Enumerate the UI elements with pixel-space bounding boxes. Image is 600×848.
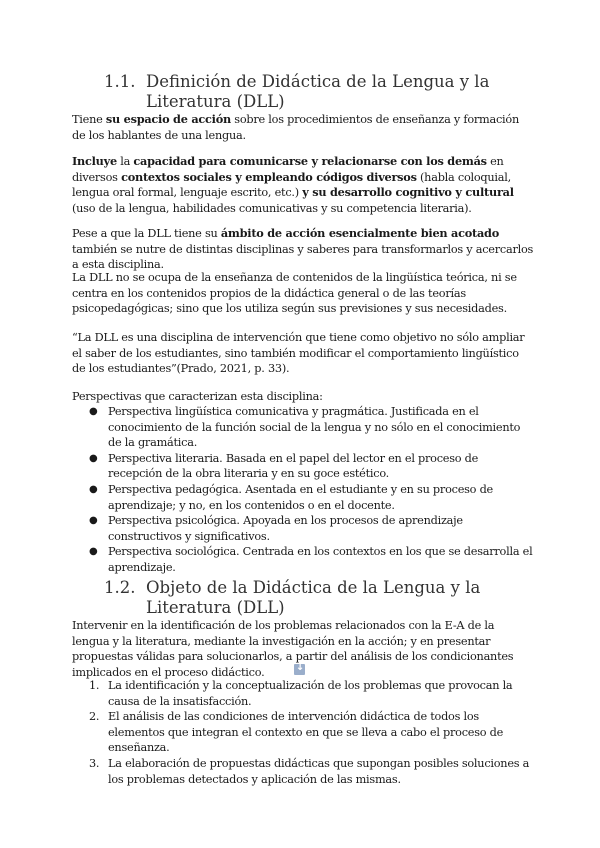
list-item <box>72 451 534 482</box>
list-item-text: Perspectiva pedagógica. Asentada en el estudiante y en su proceso de aprendizaje; y no, en los contenidos o en el docente. <box>108 482 493 512</box>
perspectives-intro: Perspectivas que caracterizan esta disciplina: <box>72 390 323 403</box>
list-item <box>72 482 534 513</box>
bold-text: capacidad para comunicarse y relacionarse con los demás <box>133 154 487 168</box>
list-item-text: La elaboración de propuestas didácticas que supongan posibles soluciones a los problemas detectados y aplicación de las mismas. <box>108 756 530 786</box>
list-item-text: La identificación y la conceptualización de los problemas que provocan la causa de la insatisfacción. <box>108 679 513 708</box>
bold-text: y su desarrollo cognitivo y cultural <box>302 185 514 200</box>
list-item <box>72 756 534 787</box>
text-run: Pese a que la DLL tiene su <box>72 227 221 240</box>
bold-text: su espacio de acción <box>105 112 231 126</box>
paragraph-incluye <box>72 154 534 216</box>
paragraph-ambito-accion <box>72 226 534 273</box>
paragraph-intervenir: Intervenir en la identificación de los problemas relacionados con la E-A de la lengua y la literatura, mediante la investigación en la acción; y en presentar propuestas válidas para solucionarlos, a partir del análisis de los condicionantes implicados en el proceso didáctico. <box>72 619 514 679</box>
perspectives-list <box>72 404 534 576</box>
list-number: 2. <box>89 710 100 724</box>
objectives-list <box>72 678 534 787</box>
section-heading-2 <box>104 578 544 618</box>
section-number: 1.2. <box>104 578 136 597</box>
list-item-text: Perspectiva sociológica. Centrada en los contextos en los que se desarrolla el aprendizaje. <box>108 545 533 574</box>
list-item <box>72 404 534 451</box>
bullet-icon: ● <box>89 546 98 558</box>
text-run: (uso de la lengua, habilidades comunicativas y su competencia literaria). <box>72 201 472 215</box>
text-run: la <box>116 155 134 168</box>
list-item-text: Perspectiva psicológica. Apoyada en los procesos de aprendizaje constructivos y significativos. <box>108 514 463 543</box>
text-run: en diversos <box>72 155 504 184</box>
list-item <box>72 709 534 756</box>
list-number: 1. <box>89 679 100 692</box>
section-number: 1.1. <box>104 72 136 91</box>
text-run: sobre los procedimientos de enseñanza y formación de los hablantes de una lengua. <box>72 113 519 142</box>
list-item <box>72 678 534 709</box>
bold-text: ámbito de acción esencialmente bien acotado <box>220 226 499 240</box>
section-title: Objeto de la Didáctica de la Lengua y la Literatura (DLL) <box>146 578 481 617</box>
bold-text: Incluye <box>72 154 117 168</box>
list-item-text: Perspectiva lingüística comunicativa y pragmática. Justificada en el conocimiento de la función social de la lengua y no sólo en el conocimiento de la gramática. <box>108 405 521 450</box>
list-item-text: El análisis de las condiciones de intervención didáctica de todos los elementos que integran el contexto en que se lleva a cabo el proceso de enseñanza. <box>108 710 504 755</box>
list-item <box>72 544 534 575</box>
section-title: Definición de Didáctica de la Lengua y la Literatura (DLL) <box>146 72 490 111</box>
bullet-icon: ● <box>89 452 98 464</box>
paragraph-quote: “La DLL es una disciplina de intervención que tiene como objetivo no sólo ampliar el saber de los estudiantes, sino también modificar el comportamiento lingüístico de los estudiantes”(Prado, 2021, p. 33). <box>72 331 525 376</box>
bullet-icon: ● <box>89 483 98 495</box>
list-item-text: Perspectiva literaria. Basada en el papel del lector en el proceso de recepción de la obra literaria y en su goce estético. <box>108 451 479 481</box>
download-icon[interactable] <box>294 664 305 675</box>
text-run: (habla coloquial, lengua oral formal, lenguaje escrito, etc.) <box>72 170 511 200</box>
text-run: Tiene <box>72 113 106 126</box>
paragraph-no-se-ocupa: La DLL no se ocupa de la enseñanza de contenidos de la lingüística teórica, ni se centra en los contenidos propios de la didáctica general o de las teorías psicopedagógicas; sino que los utiliza según sus previsiones y sus necesidades. <box>72 271 517 316</box>
section-heading-1 <box>104 72 544 112</box>
list-number: 3. <box>89 756 100 770</box>
bullet-icon: ● <box>89 406 98 417</box>
bold-text: contextos sociales y empleando códigos diversos <box>121 169 417 184</box>
paragraph-espacio-accion <box>72 112 534 143</box>
bullet-icon: ● <box>89 515 98 527</box>
text-run: también se nutre de distintas disciplinas y saberes para transformarlos y acercarlos a esta disciplina. <box>72 242 534 272</box>
list-item <box>72 513 534 544</box>
